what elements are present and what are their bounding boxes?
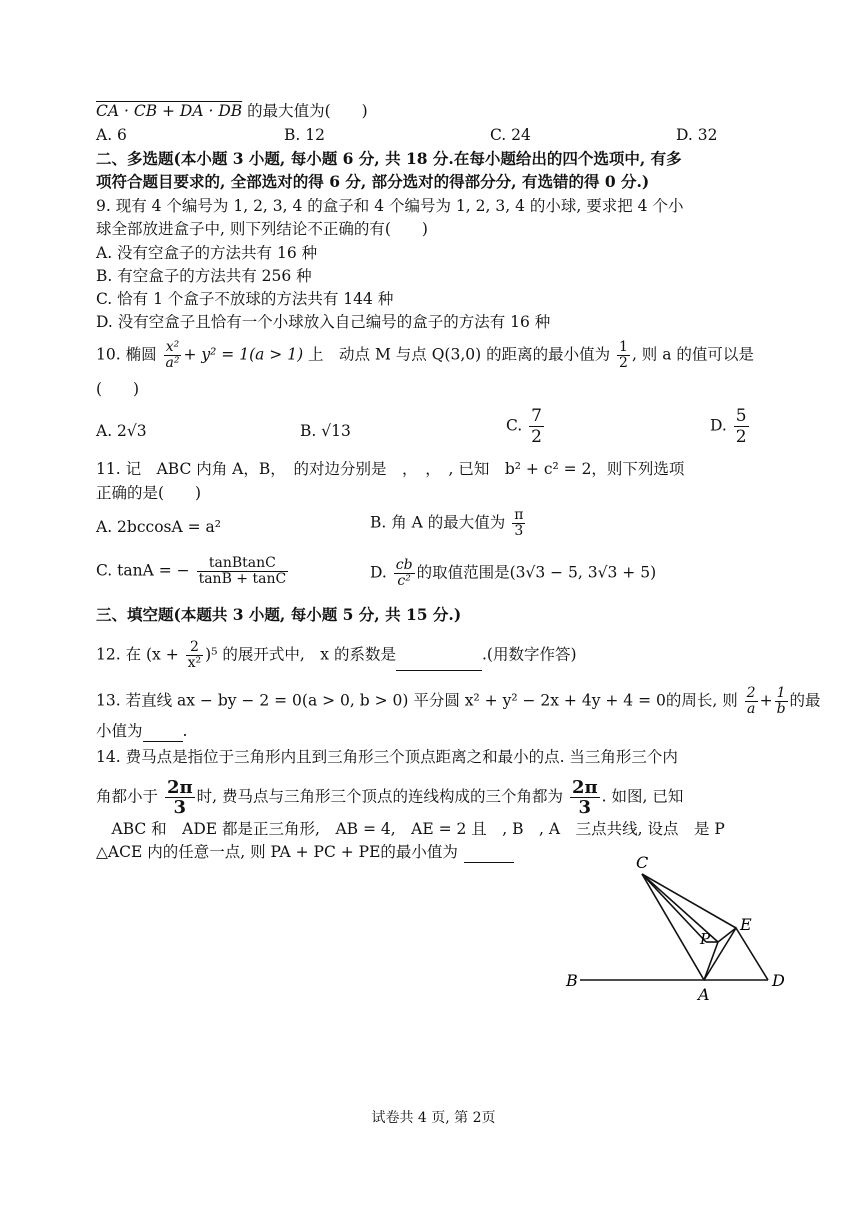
q13-frac2: $\frac{1}{b}$ [776, 685, 786, 717]
q12-frac: $\frac{2}{\text{x²}}$ [187, 639, 202, 671]
q10-option-d [710, 406, 751, 447]
section3-heading: 三、填空题(本题共 3 小题, 每小题 5 分, 共 15 分.) [96, 605, 462, 624]
q14-line2b: 时, 费马点与三角形三个顶点的连线构成的三个角都为 [196, 787, 564, 806]
q10-ellipse-frac: $\frac{\text{x²}}{\text{a²}}$ [165, 339, 180, 371]
q10-half-frac: $\frac{1}{2}$ [619, 339, 628, 371]
q12-mid: )⁵ 的展开式中, x 的系数是 [205, 645, 396, 664]
triangle-abc [580, 874, 704, 980]
label-a: A [698, 985, 710, 1002]
section2-heading-line2: 项符合题目要求的, 全部选对的得 6 分, 部分选对的得部分分, 有选错的得 0 分.) [96, 172, 650, 191]
q14-frac-a: $\frac{2\pi}{3}$ [166, 777, 193, 818]
q11-option-d-label: D. [370, 563, 387, 582]
q14-stem-line1: 14. 费马点是指位于三角形内且到三角形三个顶点距离之和最小的点. 当三角形三个内 [96, 748, 678, 766]
q10-prefix: 10. 椭圆 [96, 345, 157, 364]
q10-mid: 上 动点 M 与点 Q(3,0) 的距离的最小值为 [303, 345, 611, 364]
q11-option-d [370, 558, 656, 589]
q10-paren: ( ) [96, 380, 140, 398]
q8-vector-expr: CA · CB + DA · DB [96, 102, 243, 120]
label-p: P [700, 930, 711, 948]
q14-stem-line4 [96, 841, 514, 863]
q12-answer-blank[interactable] [396, 654, 482, 671]
q12-prefix: 12. 在 (x + [96, 645, 179, 664]
q8-stem [96, 100, 368, 122]
q9-option-d: D. 没有空盒子且恰有一个小球放入自己编号的盒子的方法有 16 种 [96, 313, 551, 331]
q10-option-c-label: C. [506, 416, 523, 435]
q10-option-b: B. √13 [300, 422, 351, 440]
label-c: C [636, 853, 649, 872]
q11-option-c-frac: $\frac{\text{tanBtanC}}{\tan B + \tan C}$ [198, 555, 287, 587]
q13-stem-line2 [96, 720, 187, 742]
q8-option-b: B. 12 [284, 126, 325, 144]
segment-ca2 [642, 874, 706, 942]
label-b: B [566, 971, 578, 990]
q12-suffix: .(用数字作答) [481, 645, 577, 664]
q13-frac1: $\frac{2}{a}$ [746, 685, 756, 717]
label-d: D [772, 971, 785, 990]
q14-stem-line2 [96, 778, 683, 817]
q10-ellipse-eq: + y² = 1(a > 1) [183, 345, 304, 364]
q11-option-c [96, 556, 290, 587]
segment-ce [642, 874, 736, 928]
q13-tail: 的最 [789, 691, 821, 710]
q9-option-a: A. 没有空盒子的方法共有 16 种 [96, 244, 318, 262]
q8-stem-text: 的最大值为( ) [242, 102, 368, 120]
q11-option-b-frac: $\frac{\pi}{3}$ [514, 507, 524, 539]
q10-option-a: A. 2√3 [96, 422, 147, 440]
q12-stem [96, 640, 577, 671]
q11-option-c-label: C. tanA = − [96, 561, 190, 580]
q10-option-d-frac: $\frac{5}{2}$ [735, 406, 747, 447]
q14-line2c: . 如图, 已知 [601, 787, 684, 806]
q13-answer-blank[interactable] [143, 725, 183, 742]
segment-pe [718, 928, 736, 942]
q14-frac-b: $\frac{2\pi}{3}$ [571, 777, 598, 818]
q11-option-d-frac: $\frac{cb}{\text{c²}}$ [395, 557, 413, 589]
q11-stem-line1: 11. 记 ABC 内角 A，B， 的对边分别是 ， ， , 已知 b² + c² = 2，则下列选项 [96, 460, 685, 478]
section2-heading-line1: 二、多选题(本小题 3 小题, 每小题 6 分, 共 18 分.在每小题给出的四个选项中, 有多 [96, 149, 682, 168]
q14-stem-line3: ABC 和 ADE 都是正三角形, AB = 4, AE = 2 且 , B , A 三点共线, 设点 是 P [96, 820, 725, 838]
q10-option-d-label: D. [710, 416, 727, 435]
q13-stem-line1 [96, 686, 821, 717]
page-footer: 试卷共 4 页, 第 2页 [371, 1110, 496, 1126]
q9-option-c: C. 恰有 1 个盒子不放球的方法共有 144 种 [96, 290, 394, 308]
q10-suffix: , 则 a 的值可以是 [631, 345, 754, 364]
q13-line2-text: 小值为 [96, 722, 143, 740]
q8-option-c: C. 24 [490, 126, 531, 144]
q8-option-d: D. 32 [676, 126, 718, 144]
q11-option-a: A. 2bccosA = a² [96, 518, 221, 536]
q13-line1-text: 13. 若直线 ax − by − 2 = 0(a > 0, b > 0) 平分圆 x² + y² − 2x + 4y + 4 = 0的周长, 则 [96, 691, 738, 710]
q8-option-a: A. 6 [96, 126, 127, 144]
q9-stem-line1: 9. 现有 4 个编号为 1, 2, 3, 4 的盒子和 4 个编号为 1, 2, 3, 4 的小球, 要求把 4 个小 [96, 197, 684, 215]
label-e: E [740, 915, 752, 934]
q11-option-b-label: B. 角 A 的最大值为 [370, 513, 506, 532]
q14-line2a: 角都小于 [96, 787, 159, 806]
q11-option-b [370, 508, 527, 539]
q13-plus: + [759, 691, 773, 710]
q13-line2-end: . [182, 722, 188, 740]
q11-option-d-tail: 的取值范围是(3√3 − 5, 3√3 + 5) [416, 563, 657, 582]
q10-stem [96, 340, 754, 371]
q14-line4-text: △ACE 内的任意一点, 则 PA + PC + PE的最小值为 [96, 843, 458, 861]
q9-option-b: B. 有空盒子的方法共有 256 种 [96, 267, 312, 285]
q14-answer-blank[interactable] [464, 846, 514, 863]
q9-stem-line2: 球全部放进盒子中, 则下列结论不正确的有( ) [96, 220, 428, 238]
q10-option-c-frac: $\frac{7}{2}$ [531, 406, 542, 447]
q10-option-c [506, 406, 546, 447]
q11-stem-line2: 正确的是( ) [96, 484, 202, 502]
q14-triangle-figure [560, 852, 800, 1002]
